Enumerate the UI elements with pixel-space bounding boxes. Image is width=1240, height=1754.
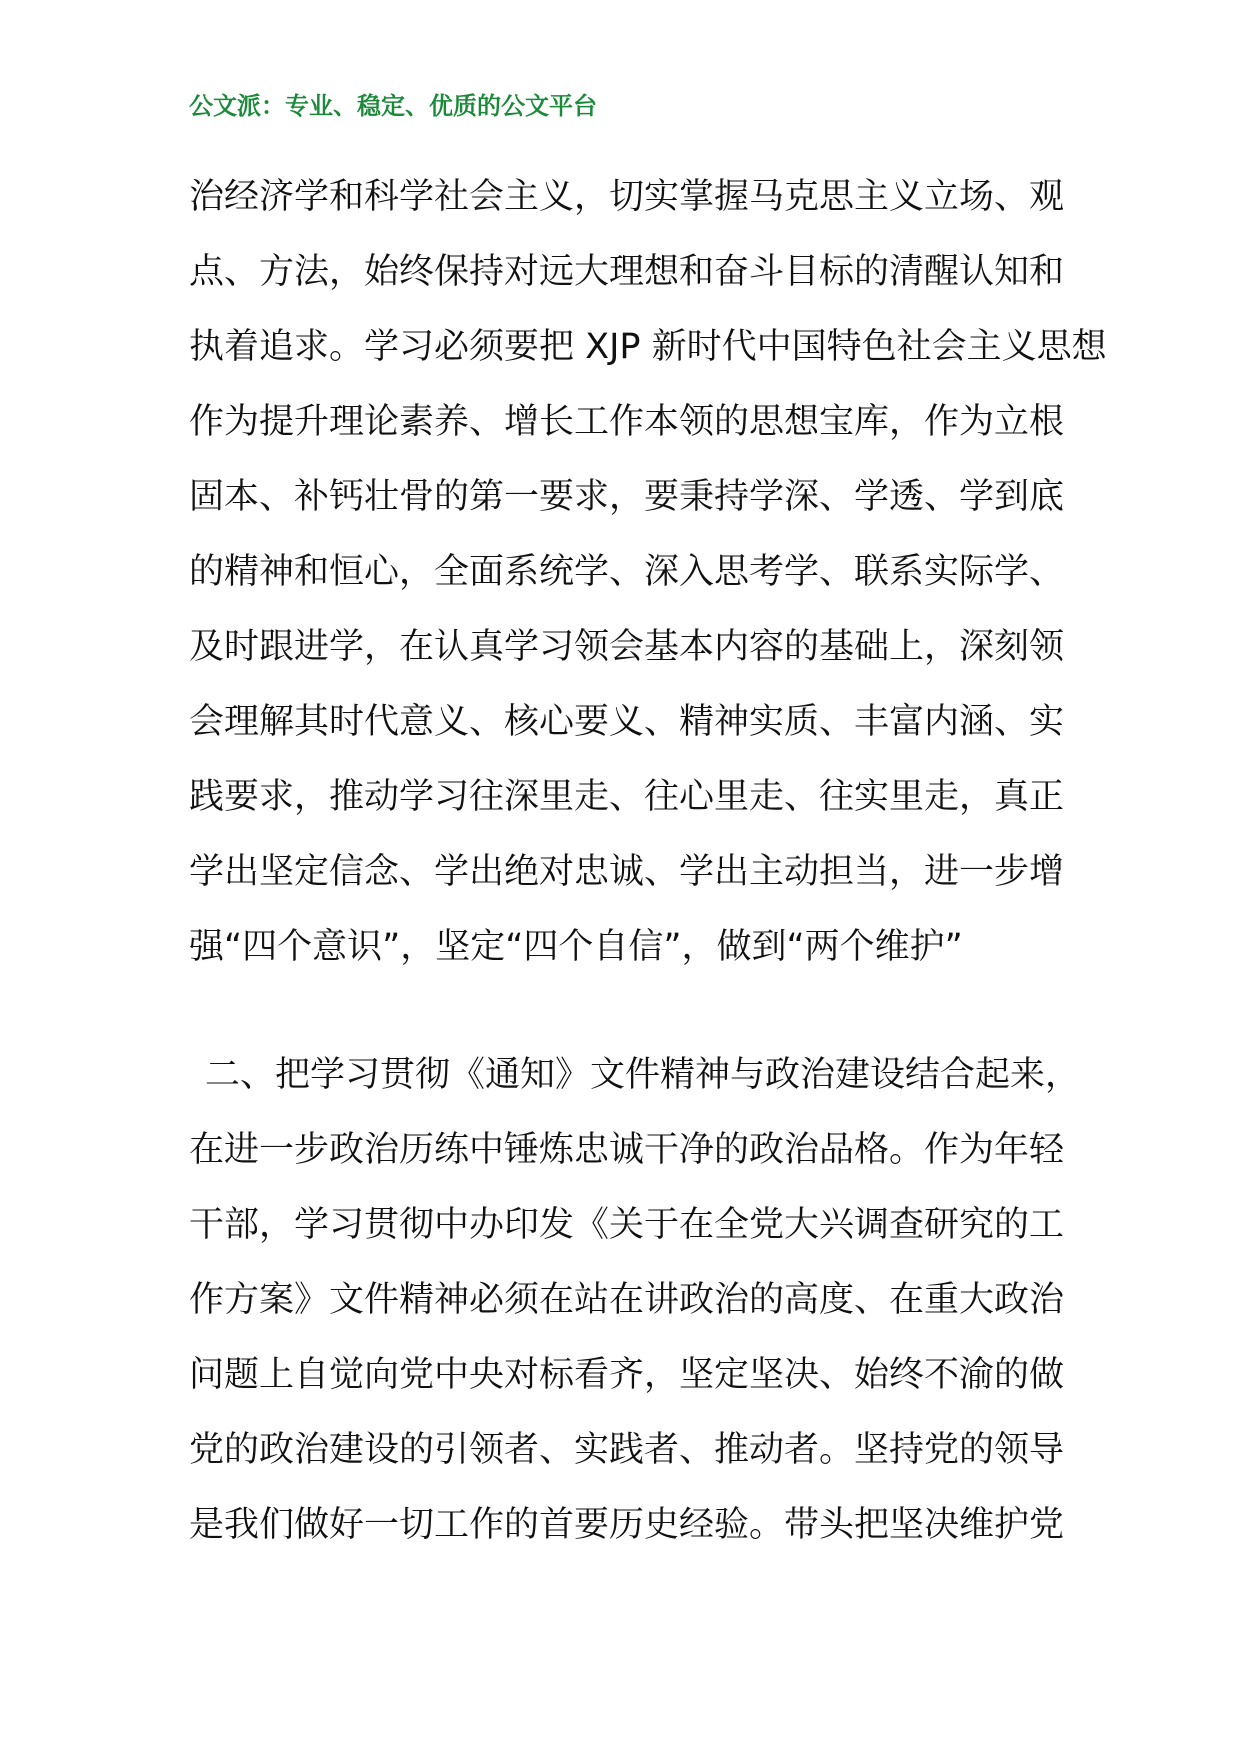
paragraph-line: 及时跟进学，在认真学习领会基本内容的基础上，深刻领 xyxy=(189,627,1065,667)
paragraph-line: 作为提升理论素养、增长工作本领的思想宝库，作为立根 xyxy=(189,402,1065,442)
paragraph-line: 强“四个意识”，坚定“四个自信”，做到“两个维护” xyxy=(189,927,963,967)
header-title: 公文派：专业、稳定、优质的公文平台 xyxy=(189,92,597,120)
section-heading-line: 二、把学习贯彻《通知》文件精神与政治建设结合起来， xyxy=(205,1055,1081,1095)
paragraph-line: 干部，学习贯彻中办印发《关于在全党大兴调查研究的工 xyxy=(189,1205,1065,1245)
paragraph-line: 治经济学和科学社会主义，切实掌握马克思主义立场、观 xyxy=(189,177,1065,217)
paragraph-line: 党的政治建设的引领者、实践者、推动者。坚持党的领导 xyxy=(189,1430,1065,1470)
paragraph-line: 会理解其时代意义、核心要义、精神实质、丰富内涵、实 xyxy=(189,702,1065,742)
paragraph-line: 学出坚定信念、学出绝对忠诚、学出主动担当，进一步增 xyxy=(189,852,1065,892)
paragraph-line: 的精神和恒心，全面系统学、深入思考学、联系实际学、 xyxy=(189,552,1065,592)
paragraph-line: 作方案》文件精神必须在站在讲政治的高度、在重大政治 xyxy=(189,1280,1065,1320)
paragraph-line: 执着追求。学习必须要把 XJP 新时代中国特色社会主义思想 xyxy=(189,327,1107,367)
paragraph-line: 在进一步政治历练中锤炼忠诚干净的政治品格。作为年轻 xyxy=(189,1130,1065,1170)
paragraph-line: 践要求，推动学习往深里走、往心里走、往实里走，真正 xyxy=(189,777,1065,817)
paragraph-line: 点、方法，始终保持对远大理想和奋斗目标的清醒认知和 xyxy=(189,252,1065,292)
paragraph-line: 问题上自觉向党中央对标看齐，坚定坚决、始终不渝的做 xyxy=(189,1355,1065,1395)
paragraph-line: 固本、补钙壮骨的第一要求，要秉持学深、学透、学到底 xyxy=(189,477,1065,517)
paragraph-line: 是我们做好一切工作的首要历史经验。带头把坚决维护党 xyxy=(189,1505,1065,1545)
